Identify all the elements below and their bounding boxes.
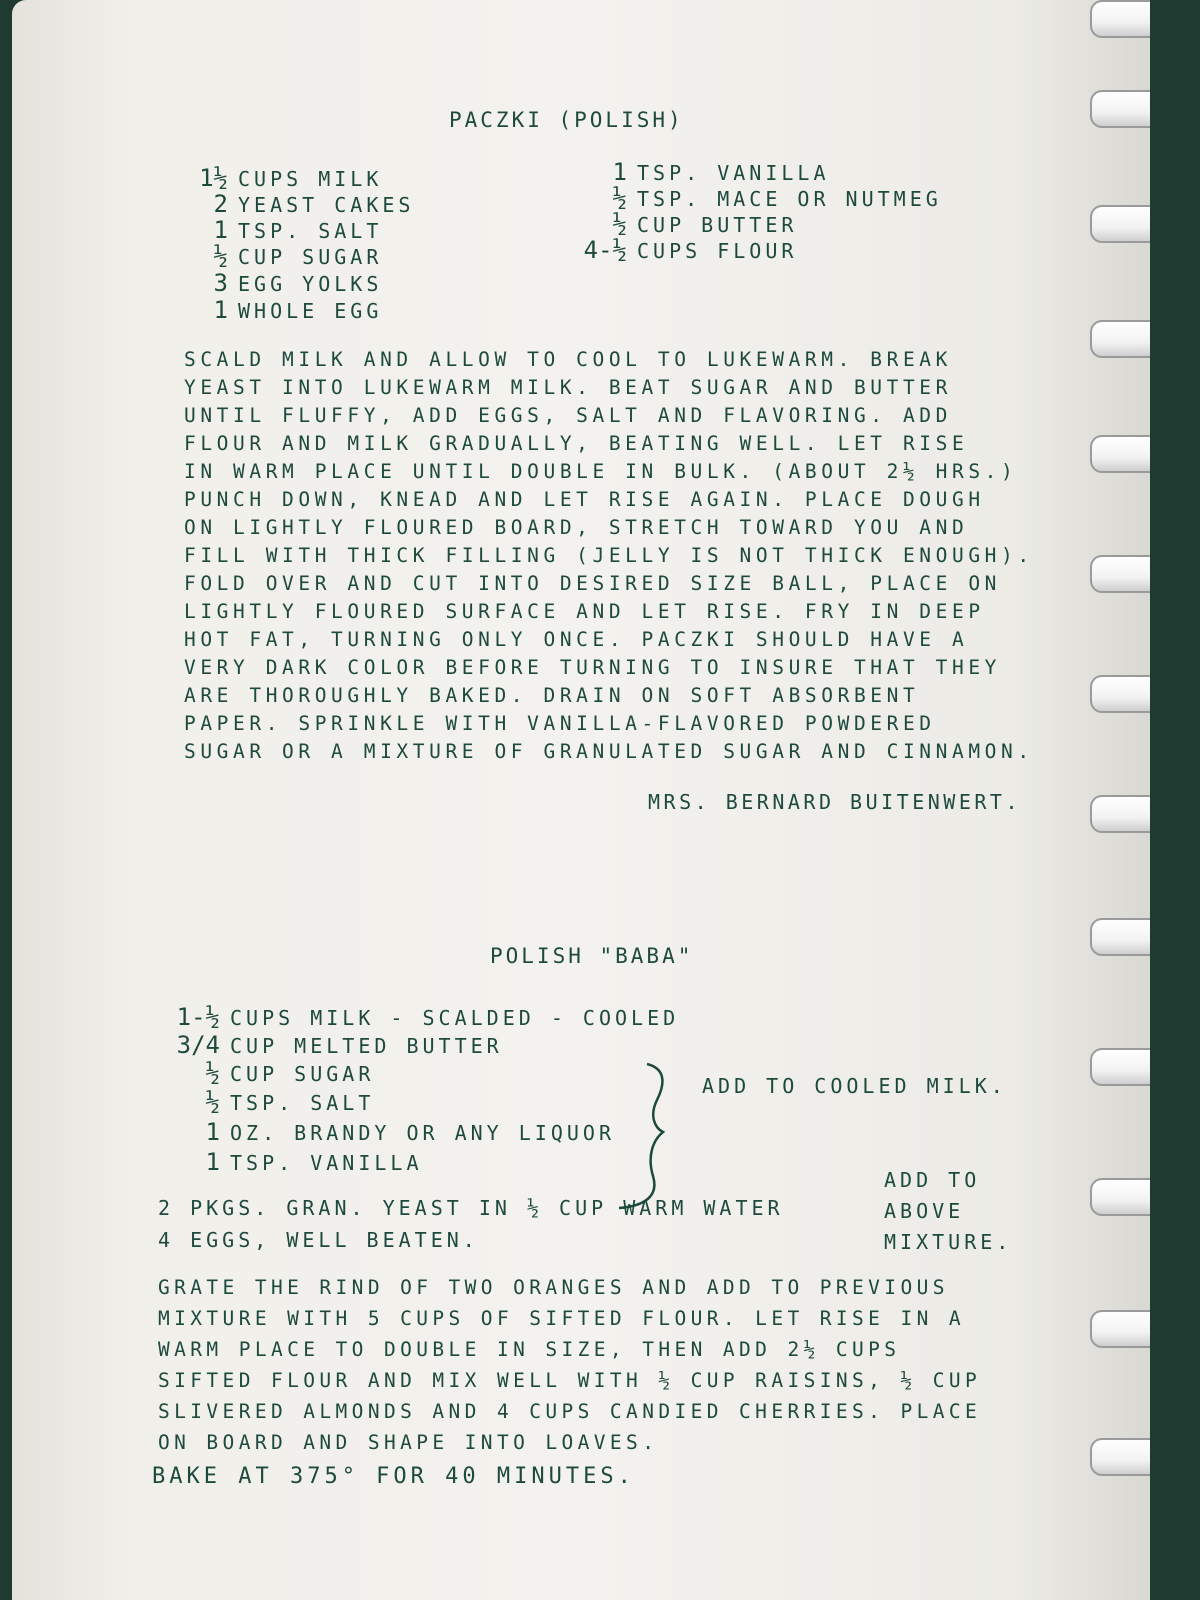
ingredient-qty: 1: [612, 158, 627, 186]
binding-ring: [1090, 1178, 1150, 1216]
ingredient-name: WHOLE EGG: [238, 299, 383, 323]
binding-ring: [1090, 0, 1150, 38]
side-note-line: MIXTURE.: [884, 1230, 1013, 1254]
ingredient-item: [188, 216, 382, 244]
ingredient-name: TSP. MACE OR NUTMEG: [637, 187, 942, 211]
ingredient-name: TSP. VANILLA: [637, 161, 830, 185]
ingredient-name: CUP BUTTER: [637, 213, 798, 237]
binding-ring: [1090, 1438, 1150, 1476]
ingredient-name: TSP. VANILLA: [230, 1151, 423, 1175]
ingredient-item: [162, 1118, 615, 1146]
recipe-title-baba: POLISH "BABA": [490, 944, 694, 968]
ingredient-qty: ½: [612, 210, 627, 238]
ingredient-qty: 3/4: [176, 1031, 220, 1059]
binding-ring: [1090, 1310, 1150, 1348]
ingredient-qty: 1: [205, 1148, 220, 1176]
ingredient-name: EGG YOLKS: [238, 272, 383, 296]
eggs-line: 4 EGGS, WELL BEATEN.: [158, 1228, 479, 1252]
yeast-line: 2 PKGS. GRAN. YEAST IN ½ CUP WARM WATER: [158, 1196, 784, 1220]
ingredient-qty: 1: [213, 296, 228, 324]
binding-ring: [1090, 918, 1150, 956]
binding-ring: [1090, 1048, 1150, 1086]
binding-ring: [1090, 675, 1150, 713]
binding-ring: [1090, 795, 1150, 833]
binding-ring: [1090, 205, 1150, 243]
brace-note: ADD TO COOLED MILK.: [702, 1074, 1007, 1098]
paczki-instructions: SCALD MILK AND ALLOW TO COOL TO LUKEWARM. BREAK YEAST INTO LUKEWARM MILK. BEAT SUGAR AND BUTTER UNTIL FLUFFY, ADD EGGS, SALT AND FLAVORING. ADD FLOUR AND MILK GRADUALLY, BEATING WELL. LET RISE IN WARM PLACE UNTIL DOUBLE IN BULK. (ABOUT 2½ HRS.) PUNCH DOWN, KNEAD AND LET RISE AGAIN. PLACE DOUGH ON LIGHTLY FLOURED BOARD, STRETCH TOWARD YOU AND FILL WITH THICK FILLING (JELLY IS NOT THICK ENOUGH). FOLD OVER AND CUT INTO DESIRED SIZE BALL, PLACE ON LIGHTLY FLOURED SURFACE AND LET RISE. FRY IN DEEP HOT FAT, TURNING ONLY ONCE. PACZKI SHOULD HAVE A VERY DARK COLOR BEFORE TURNING TO INSURE THAT THEY ARE THOROUGHLY BAKED. DRAIN ON SOFT ABSORBENT PAPER. SPRINKLE WITH VANILLA-FLAVORED POWDERED SUGAR OR A MIXTURE OF GRANULATED SUGAR AND CINNAMON.: [184, 348, 1034, 763]
ingredient-item: [162, 1088, 374, 1116]
ingredient-qty: ½: [612, 184, 627, 212]
ingredient-item: [567, 210, 797, 238]
ingredient-item: [188, 190, 414, 218]
binding-ring: [1090, 555, 1150, 593]
ingredient-item: [567, 236, 797, 264]
bake-line: BAKE AT 375° FOR 40 MINUTES.: [152, 1464, 635, 1489]
binding-ring: [1090, 90, 1150, 128]
ingredient-name: CUP MELTED BUTTER: [230, 1034, 503, 1058]
ingredient-qty: ½: [205, 1059, 220, 1087]
ingredient-name: TSP. SALT: [230, 1091, 375, 1115]
ingredient-name: CUPS MILK: [238, 167, 383, 191]
ingredient-name: CUP SUGAR: [238, 245, 383, 269]
ingredient-qty: 1: [213, 216, 228, 244]
ingredient-name: CUPS FLOUR: [637, 239, 798, 263]
ingredient-item: [188, 296, 382, 324]
ingredient-item: [162, 1003, 679, 1031]
ingredient-qty: 3: [213, 269, 228, 297]
ingredient-qty: 2: [213, 190, 228, 218]
ingredient-name: CUP SUGAR: [230, 1062, 375, 1086]
ingredient-qty: 1: [205, 1118, 220, 1146]
recipe-author: MRS. BERNARD BUITENWERT.: [648, 790, 1021, 814]
ingredient-item: [188, 269, 382, 297]
ingredient-name: YEAST CAKES: [238, 193, 415, 217]
ingredient-item: [162, 1148, 423, 1176]
curly-brace-icon: [617, 1060, 677, 1210]
cookbook-page: [12, 0, 1150, 1600]
ingredient-name: OZ. BRANDY OR ANY LIQUOR: [230, 1121, 615, 1145]
binding-ring: [1090, 320, 1150, 358]
binding-ring: [1090, 435, 1150, 473]
side-note-line: ABOVE: [884, 1199, 965, 1223]
ingredient-item: [567, 158, 830, 186]
ingredient-item: [162, 1031, 503, 1059]
ingredient-item: [188, 242, 382, 270]
ingredient-qty: ½: [213, 242, 228, 270]
ingredient-name: TSP. SALT: [238, 219, 383, 243]
ingredient-qty: ½: [205, 1088, 220, 1116]
baba-instructions: GRATE THE RIND OF TWO ORANGES AND ADD TO PREVIOUS MIXTURE WITH 5 CUPS OF SIFTED FLOUR. LET RISE IN A WARM PLACE TO DOUBLE IN SIZE, THEN ADD 2½ CUPS SIFTED FLOUR AND MIX WELL WITH ½ CUP RAISINS, ½ CUP SLIVERED ALMONDS AND 4 CUPS CANDIED CHERRIES. PLACE ON BOARD AND SHAPE INTO LOAVES.: [158, 1276, 982, 1454]
side-note-line: ADD TO: [884, 1168, 981, 1192]
ingredient-item: [162, 1059, 374, 1087]
ingredient-item: [188, 164, 382, 192]
ingredient-name: CUPS MILK - SCALDED - COOLED: [230, 1006, 680, 1030]
ingredient-qty: 4-½: [583, 236, 627, 264]
ingredient-item: [567, 184, 942, 212]
recipe-title-paczki: PACZKI (POLISH): [449, 108, 684, 132]
ingredient-qty: 1-½: [176, 1003, 220, 1031]
ingredient-qty: 1½: [199, 164, 228, 192]
